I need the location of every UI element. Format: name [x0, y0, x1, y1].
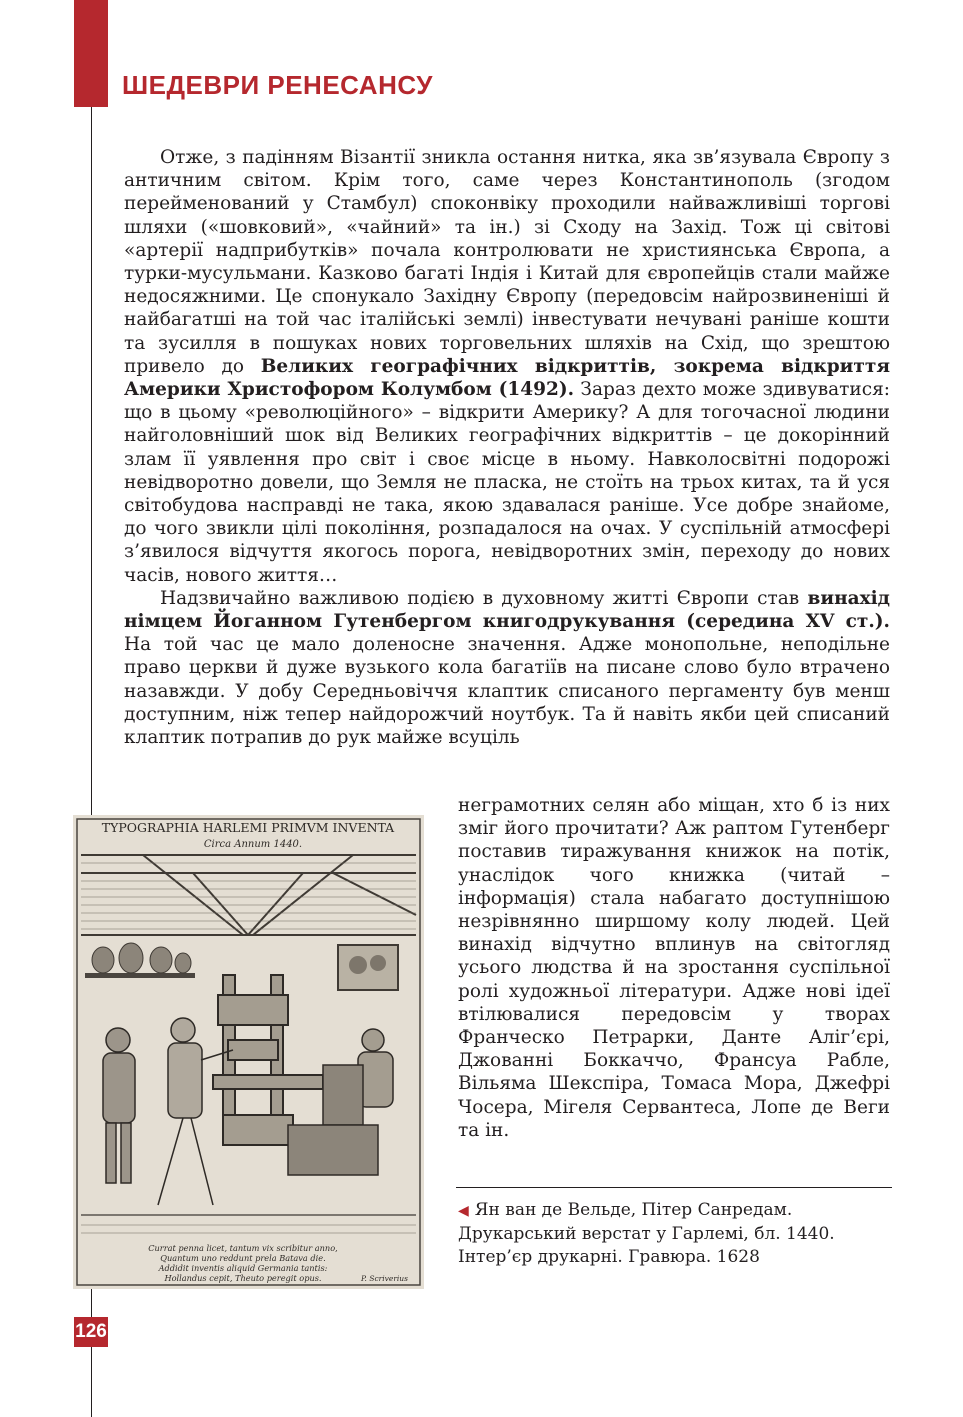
section-title: ШЕДЕВРИ РЕНЕСАНСУ — [122, 70, 433, 100]
paragraph-2-emphasis: винахід німцем Йоганном Гутенбергом книгодрукування (середина XV ст.). — [124, 587, 890, 633]
main-text — [124, 146, 890, 749]
paragraph-2-continuation: неграмотних селян або міщан, хто б із них зміг його прочитати? Аж раптом Гутенберг поставив тиражування книжок на потік, унаслідок чого книжка (читай – інформація) стала набагато доступнішою незрівнянно ширшому колу людей. Цей винахід відчутно вплинув на світогляд усього людства й на зростання суспільної ролі художньої літератури. Адже нові ідеї втілювалися передовсім у творах Франческо Петрарки, Данте Аліг’єрі, Джованні Боккаччо, Франсуа Рабле, Вільяма Шекспіра, Томаса Мора, Джефрі Чосера, Мігеля Сервантеса, Лопе де Веги та ін. — [458, 795, 890, 1141]
caption-line-2: Друкарський верстат у Гарлемі, бл. 1440. — [458, 1224, 835, 1244]
paragraph-1-emphasis: Великих географічних відкриттів, зокрема відкриття Америки Христофором Колумбом (1492). — [124, 355, 891, 401]
caption-line-1: Ян ван де Вельде, Пітер Санредам. — [474, 1200, 793, 1220]
engraving-verse-line-2: Quantum uno reddunt prela Batava die. — [160, 1253, 326, 1263]
paragraph-1 — [124, 146, 890, 587]
caption-divider — [456, 1187, 892, 1188]
engraving-verse-line-3: Addidit inventis aliquid Germania tantis: — [158, 1263, 328, 1273]
caption-line-3: Інтер’єр друкарні. Гравюра. 1628 — [458, 1247, 760, 1267]
engraving-verse-line-1: Currat penna licet, tantum vix scribitur anno, — [148, 1243, 338, 1253]
paragraph-2-text-a: Надзвичайно важливою подією в духовному житті Європи став — [160, 587, 808, 609]
triangle-left-icon: ◀ — [458, 1203, 469, 1219]
caption-line — [458, 1199, 890, 1223]
figure-caption — [458, 1199, 890, 1269]
engraving-date: Circa Annum 1440. — [203, 839, 303, 850]
engraving-verse-line-4: Hollandus cepit, Theuto peregit opus. — [164, 1273, 322, 1283]
engraving-title: TYPOGRAPHIA HARLEMI PRIMVM INVENTA — [101, 820, 395, 835]
engraving-signature: P. Scriverius — [361, 1274, 408, 1283]
paragraph-1-text-b: Зараз дехто може здивуватися: що в цьому «революційного» – відкрити Америку? А для тогочасної людини найголовніший шок від Великих географічних відкриттів – це докорінний злам її уявлення про світ і своє місце в ньому. Навколосвітні подорожі невідворотно довели, що Земля не пласка, не стоїть на трьох китах, та й уся світобудова насправді не така, якою здавалася раніше. Усе добре знайоме, до чого звикли цілі покоління, розпадалося на очах. У суспільній атмосфері з’явилося відчуття якогось порога, невідворотних змін, переходу до нових часів, нового життя… — [124, 379, 890, 586]
paragraph-2 — [124, 587, 890, 749]
printing-press-engraving — [73, 815, 424, 1289]
page-number: 126 — [74, 1317, 108, 1347]
paragraph-2-text-b: На той час це мало доленосне значення. Адже монопольне, неподільне право церкви й дуже вузького кола багатіїв на писане слово було втрачено назавжди. У добу Середньовіччя клаптик списаного пергаменту був менш доступним, ніж тепер найдорожчий ноутбук. Та й навіть якби цей списаний клаптик потрапив до рук майже всуціль — [124, 634, 890, 749]
header-accent-bar — [74, 0, 108, 107]
paragraph-1-text-a: Отже, з падінням Візантії зникла остання нитка, яка зв’язувала Європу з античним світом. Крім того, саме через Константинополь (згодом перейменований у Стамбул) споконвіку проходили найважливіші торгові шляхи («шовковий», «чайний» та ін.) зі Сходу на Захід. Тож ці світові «артерії надприбутків» почала контролювати не християнська Європа, а турки-мусульмани. Казково багаті Індія і Китай для європейців стали майже недосяжними. Це спонукало Західну Європу (передовсім найрозвиненіші й найбагатші на той час італійські землі) інвестувати нечувані раніше кошти та зусилля в пошуках нових торговельних шляхів на Схід, що зрештою привело до — [124, 147, 890, 377]
